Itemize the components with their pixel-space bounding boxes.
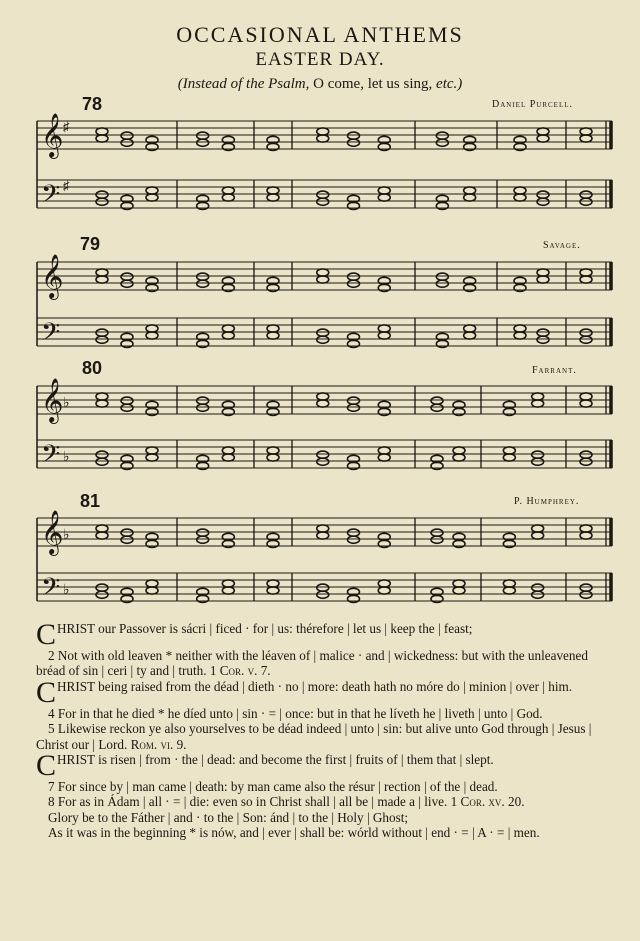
note-head [464, 325, 476, 332]
chant-number: 81 [80, 491, 101, 511]
note-head [146, 187, 158, 194]
bass-clef: 𝄢 [41, 440, 61, 475]
note-head [537, 276, 549, 283]
note-head [431, 536, 443, 543]
note-head [267, 454, 279, 461]
note-head [532, 525, 544, 532]
note-head [580, 400, 592, 407]
note-head [121, 280, 133, 287]
note-head [537, 128, 549, 135]
note-head [96, 191, 108, 198]
note-head [537, 329, 549, 336]
note-head [348, 404, 360, 411]
note-head [317, 336, 329, 343]
note-head [580, 591, 592, 598]
note-head [317, 458, 329, 465]
note-head [222, 187, 234, 194]
verse-4-text: 4 For in that he died * he díed unto | sin · = | once: but in that he líveth he | liveth | unto | God. [48, 705, 543, 721]
note-head [267, 447, 279, 454]
verse-1-text: HRIST our Passover is sácri | ficed · for | us: thérefore | let us | keep the | feast; [57, 621, 473, 636]
treble-clef: 𝄞 [41, 254, 64, 298]
note-head [453, 454, 465, 461]
note-head [532, 532, 544, 539]
note-head [537, 269, 549, 276]
note-head [514, 187, 526, 194]
gloria-1-text: Glory be to the Fáther | and · to the | Son: ánd | to the | Holy | Ghost; [48, 809, 409, 825]
note-head [96, 128, 108, 135]
note-head [267, 325, 279, 332]
note-head [96, 591, 108, 598]
key-signature: ♭ [63, 528, 70, 543]
chant-number: 79 [80, 234, 101, 254]
note-head [121, 529, 133, 536]
note-head [222, 332, 234, 339]
note-head [96, 393, 108, 400]
note-head [580, 525, 592, 532]
note-head [378, 447, 390, 454]
note-head [317, 532, 329, 539]
key-signature: ♯ [63, 178, 70, 193]
note-head [580, 458, 592, 465]
note-head [580, 393, 592, 400]
note-head [96, 400, 108, 407]
note-head [317, 269, 329, 276]
rubric-note-prefix: (Instead of the Psalm, [177, 76, 310, 92]
note-head [378, 187, 390, 194]
verse-4 [36, 706, 616, 721]
drop-cap: C [36, 618, 57, 651]
note-head [121, 132, 133, 139]
note-head [96, 336, 108, 343]
chant-composer: P. Humphrey. [514, 496, 580, 507]
note-head [436, 280, 448, 287]
note-head [503, 454, 515, 461]
note-head [532, 458, 544, 465]
note-head [317, 451, 329, 458]
chant-composer: Savage. [543, 240, 581, 251]
note-head [348, 280, 360, 287]
verse-1 [36, 618, 616, 651]
note-head [378, 194, 390, 201]
rubric-note-suffix: O come, let us sing, [309, 76, 433, 92]
note-head [96, 276, 108, 283]
verse-2 [36, 648, 616, 679]
note-head [514, 194, 526, 201]
note-head [580, 532, 592, 539]
note-head [317, 128, 329, 135]
note-head [121, 139, 133, 146]
bass-clef: 𝄢 [41, 180, 61, 215]
note-head [537, 336, 549, 343]
note-head [537, 198, 549, 205]
treble-clef: 𝄞 [41, 113, 64, 157]
chant-composer: Daniel Purcell. [492, 99, 573, 110]
scripture-reference: 1 Cor. v. 7. [209, 663, 271, 679]
chant-number: 80 [82, 358, 103, 378]
note-head [96, 135, 108, 142]
note-head [317, 525, 329, 532]
note-head [317, 329, 329, 336]
note-head [267, 187, 279, 194]
note-head [503, 447, 515, 454]
note-head [348, 536, 360, 543]
verse-7-text: 7 For since by | man came | death: by man came also the résur | rection | of the | dead. [48, 779, 498, 795]
note-head [580, 584, 592, 591]
note-head [348, 132, 360, 139]
key-signature: ♭ [63, 583, 70, 598]
note-head [146, 447, 158, 454]
verse-6-text: HRIST is risen | from · the | dead: and become the first | fruits of | them that | slept. [57, 752, 494, 768]
note-head [532, 584, 544, 591]
note-head [378, 325, 390, 332]
note-head [317, 276, 329, 283]
note-head [580, 269, 592, 276]
scripture-reference: Rom. vi. 9. [130, 736, 187, 752]
note-head [453, 447, 465, 454]
note-head [197, 273, 209, 280]
note-head [146, 194, 158, 201]
note-head [514, 332, 526, 339]
note-head [503, 580, 515, 587]
note-head [121, 536, 133, 543]
drop-cap: C [36, 749, 57, 783]
verse-7 [36, 779, 616, 794]
note-head [197, 280, 209, 287]
note-head [96, 329, 108, 336]
note-head [267, 332, 279, 339]
chant-number: 78 [82, 94, 103, 114]
note-head [378, 587, 390, 594]
note-head [348, 273, 360, 280]
note-head [222, 587, 234, 594]
note-head [378, 454, 390, 461]
verse-3 [36, 675, 616, 709]
note-head [197, 536, 209, 543]
verse-5 [36, 721, 616, 752]
verse-6 [36, 749, 616, 783]
verse-8 [36, 794, 616, 809]
note-head [96, 584, 108, 591]
note-head [121, 404, 133, 411]
gloria-2 [36, 825, 616, 840]
rubric-note-end: etc.) [432, 76, 463, 92]
note-head [317, 191, 329, 198]
note-head [348, 139, 360, 146]
note-head [317, 135, 329, 142]
note-head [317, 198, 329, 205]
note-head [317, 591, 329, 598]
section-subtitle: EASTER DAY. [255, 49, 385, 70]
note-head [197, 397, 209, 404]
note-head [222, 447, 234, 454]
page-title: OCCASIONAL ANTHEMS [176, 22, 464, 47]
note-head [146, 587, 158, 594]
note-head [267, 587, 279, 594]
canticle-text [36, 618, 616, 841]
verse-3-text: HRIST being raised from the déad | dieth · no | more: death hath no móre do | minion | over | him. [57, 678, 573, 694]
note-head [580, 336, 592, 343]
note-head [317, 584, 329, 591]
note-head [222, 325, 234, 332]
note-head [121, 273, 133, 280]
note-head [96, 525, 108, 532]
note-head [431, 529, 443, 536]
verse-5-text: 5 Likewise reckon ye also yourselves to be déad indeed | unto | sin: but alive unto God through | Jesus | Christ our | Lord. [36, 721, 592, 752]
note-head [436, 139, 448, 146]
note-head [146, 580, 158, 587]
note-head [503, 587, 515, 594]
note-head [348, 397, 360, 404]
note-head [580, 198, 592, 205]
note-head [580, 329, 592, 336]
note-head [222, 580, 234, 587]
note-head [436, 273, 448, 280]
note-head [197, 529, 209, 536]
note-head [121, 397, 133, 404]
note-head [580, 191, 592, 198]
note-head [96, 269, 108, 276]
note-head [532, 591, 544, 598]
scripture-reference: 1 Cor. xv. 20. [450, 794, 525, 810]
note-head [378, 580, 390, 587]
note-head [464, 187, 476, 194]
note-head [532, 451, 544, 458]
drop-cap: C [36, 675, 57, 709]
key-signature: ♭ [63, 450, 70, 465]
note-head [146, 325, 158, 332]
note-head [197, 132, 209, 139]
note-head [580, 276, 592, 283]
note-head [197, 404, 209, 411]
note-head [197, 139, 209, 146]
note-head [96, 458, 108, 465]
note-head [580, 128, 592, 135]
key-signature: ♭ [63, 396, 70, 411]
note-head [537, 191, 549, 198]
key-signature: ♯ [63, 119, 70, 134]
verse-8-text: 8 For as in Ádam | all · = | die: even so in Christ shall | all be | made a | live. [48, 794, 448, 810]
note-head [580, 135, 592, 142]
note-head [146, 332, 158, 339]
note-head [431, 404, 443, 411]
note-head [464, 332, 476, 339]
bass-clef: 𝄢 [41, 573, 61, 608]
note-head [267, 580, 279, 587]
treble-clef: 𝄞 [41, 378, 64, 422]
note-head [464, 194, 476, 201]
note-head [580, 451, 592, 458]
note-head [222, 194, 234, 201]
note-head [436, 132, 448, 139]
note-head [532, 393, 544, 400]
treble-clef: 𝄞 [41, 510, 64, 554]
gloria-1 [36, 810, 616, 825]
note-head [146, 454, 158, 461]
note-head [317, 400, 329, 407]
note-head [96, 532, 108, 539]
note-head [348, 529, 360, 536]
note-head [514, 325, 526, 332]
note-head [222, 454, 234, 461]
note-head [453, 587, 465, 594]
note-head [317, 393, 329, 400]
note-head [431, 397, 443, 404]
verse-2-text: 2 Not with old leaven * neither with the léaven of | malice · and | wickedness: but with the unleavened bréad of sin | ceri | ty and | truth. [36, 648, 588, 679]
gloria-2-text: As it was in the beginning * is nów, and | ever | shall be: wórld without | end · = | A · = | men. [48, 825, 540, 841]
note-head [378, 332, 390, 339]
note-head [537, 135, 549, 142]
note-head [267, 194, 279, 201]
note-head [453, 580, 465, 587]
note-head [96, 451, 108, 458]
chant-composer: Farrant. [532, 365, 577, 376]
note-head [96, 198, 108, 205]
note-head [532, 400, 544, 407]
bass-clef: 𝄢 [41, 318, 61, 353]
